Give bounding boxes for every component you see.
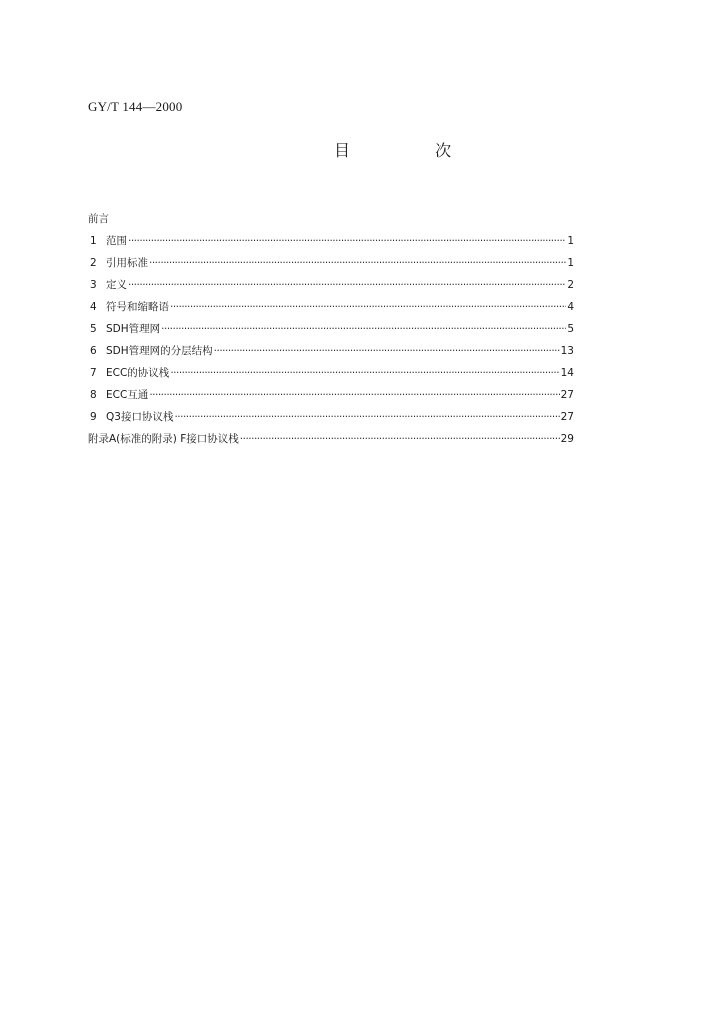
toc-entry-page: 27 xyxy=(560,389,574,401)
toc-entry-number: 4 xyxy=(90,301,97,313)
toc-entry-page: 1 xyxy=(567,257,574,269)
dot-leader xyxy=(174,409,559,425)
toc-entry-label: ECC互通 xyxy=(106,389,149,401)
toc-entry-label: Q3接口协议栈 xyxy=(106,411,174,423)
toc-foreword[interactable]: 前言 xyxy=(88,213,109,225)
toc-entry-number: 5 xyxy=(90,323,97,335)
toc-entry-number: 9 xyxy=(90,411,97,423)
toc-entry-label: SDH管理网的分层结构 xyxy=(106,345,213,357)
toc-entry-number: 1 xyxy=(90,235,97,247)
dot-leader xyxy=(149,255,566,271)
toc-entry-page: 13 xyxy=(560,345,574,357)
dot-leader xyxy=(128,277,566,293)
toc-entry-number: 2 xyxy=(90,257,97,269)
toc-entry-sdh-layered-structure[interactable] xyxy=(88,343,574,365)
toc-entry-symbols-abbreviations[interactable] xyxy=(88,299,574,321)
toc-entry-normative-references[interactable] xyxy=(88,255,574,277)
dot-leader xyxy=(149,387,559,403)
toc-entry-label: 范围 xyxy=(106,235,127,247)
toc-entry-q3-protocol-stack[interactable] xyxy=(88,409,574,431)
toc-entry-page: 29 xyxy=(560,433,574,445)
toc-entry-ecc-interworking[interactable] xyxy=(88,387,574,409)
table-of-contents xyxy=(88,211,574,453)
toc-entry-label: 符号和缩略语 xyxy=(106,301,169,313)
toc-entry-appendix-a[interactable] xyxy=(88,431,574,453)
toc-entry-label: 定义 xyxy=(106,279,127,291)
toc-entry-page: 14 xyxy=(560,367,574,379)
toc-entry-label: 附录A(标准的附录) F接口协议栈 xyxy=(88,433,239,445)
toc-title: 目 次 xyxy=(334,141,492,160)
dot-leader xyxy=(161,321,566,337)
toc-entry-sdh-management-network[interactable] xyxy=(88,321,574,343)
toc-entry-label: SDH管理网 xyxy=(106,323,161,335)
toc-entry-definitions[interactable] xyxy=(88,277,574,299)
dot-leader xyxy=(170,365,559,381)
standard-code: GY/T 144—2000 xyxy=(88,99,183,114)
toc-entry-page: 2 xyxy=(567,279,574,291)
dot-leader xyxy=(240,431,560,447)
toc-entry-number: 7 xyxy=(90,367,97,379)
toc-entry-scope[interactable] xyxy=(88,233,574,255)
toc-entry-page: 1 xyxy=(567,235,574,247)
toc-entry-label: 引用标准 xyxy=(106,257,148,269)
toc-entry-number: 6 xyxy=(90,345,97,357)
toc-entry-number: 3 xyxy=(90,279,97,291)
toc-entry-page: 27 xyxy=(560,411,574,423)
toc-entry-ecc-protocol-stack[interactable] xyxy=(88,365,574,387)
toc-entry-label: ECC的协议栈 xyxy=(106,367,170,379)
dot-leader xyxy=(170,299,566,315)
dot-leader xyxy=(214,343,560,359)
dot-leader xyxy=(128,233,566,249)
toc-entry-number: 8 xyxy=(90,389,97,401)
toc-entry-page: 4 xyxy=(567,301,574,313)
toc-entry-page: 5 xyxy=(567,323,574,335)
